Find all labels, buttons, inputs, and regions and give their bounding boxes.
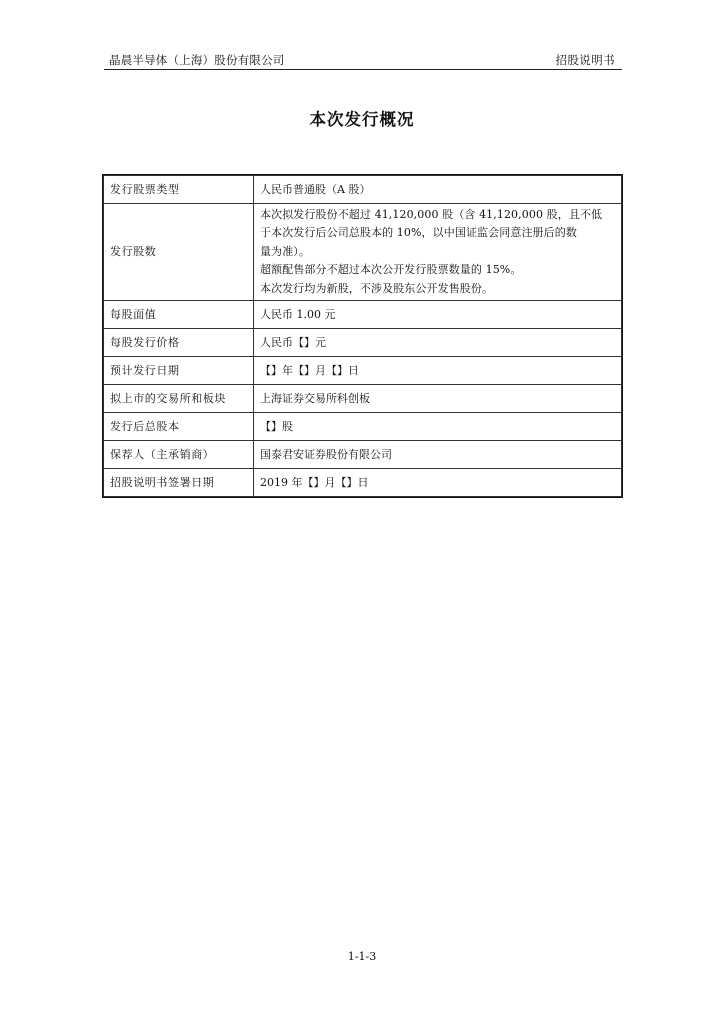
row-label-signing-date: 招股说明书签署日期 [104, 469, 254, 497]
row-value-exchange: 上海证券交易所科创板 [254, 385, 622, 413]
share-count-line: 超额配售部分不超过本次公开发行股票数量的 15%。 [260, 263, 522, 277]
table-row [104, 413, 622, 441]
share-count-line: 于本次发行后公司总股本的 10%，以中国证监会同意注册后的数 [260, 226, 577, 240]
share-count-line: 量为准）。 [260, 244, 310, 258]
offering-overview-table [103, 175, 622, 497]
table-row [104, 357, 622, 385]
row-label-par-value: 每股面值 [104, 301, 254, 329]
table-row [104, 204, 622, 301]
row-value-issue-price: 人民币【】元 [254, 329, 622, 357]
share-count-line: 本次发行均为新股，不涉及股东公开发售股份。 [260, 281, 494, 295]
table-row [104, 441, 622, 469]
row-value-share-type: 人民币普通股（A 股） [254, 176, 622, 204]
row-value-par-value: 人民币 1.00 元 [254, 301, 622, 329]
row-value-total-shares: 【】股 [254, 413, 622, 441]
row-label-share-type: 发行股票类型 [104, 176, 254, 204]
page-number: 1-1-3 [347, 950, 377, 963]
header-divider [104, 69, 622, 70]
header-company-name: 晶晨半导体（上海）股份有限公司 [109, 53, 285, 67]
row-value-sponsor: 国泰君安证券股份有限公司 [254, 441, 622, 469]
row-label-issue-price: 每股发行价格 [104, 329, 254, 357]
row-value-issue-date: 【】年【】月【】日 [254, 357, 622, 385]
row-value-signing-date: 2019 年【】月【】日 [254, 469, 622, 497]
table-row [104, 176, 622, 204]
row-label-sponsor: 保荐人（主承销商） [104, 441, 254, 469]
row-label-share-count: 发行股数 [104, 204, 254, 301]
share-count-line: 本次拟发行股份不超过 41,120,000 股（含 41,120,000 股，且不低 [260, 207, 603, 221]
table-row [104, 385, 622, 413]
row-label-total-shares: 发行后总股本 [104, 413, 254, 441]
table-row [104, 329, 622, 357]
row-label-issue-date: 预计发行日期 [104, 357, 254, 385]
header-document-type: 招股说明书 [555, 53, 615, 67]
table-row [104, 301, 622, 329]
row-label-exchange: 拟上市的交易所和板块 [104, 385, 254, 413]
row-value-share-count [254, 204, 622, 301]
table-row [104, 469, 622, 497]
page-title: 本次发行概况 [309, 110, 415, 129]
